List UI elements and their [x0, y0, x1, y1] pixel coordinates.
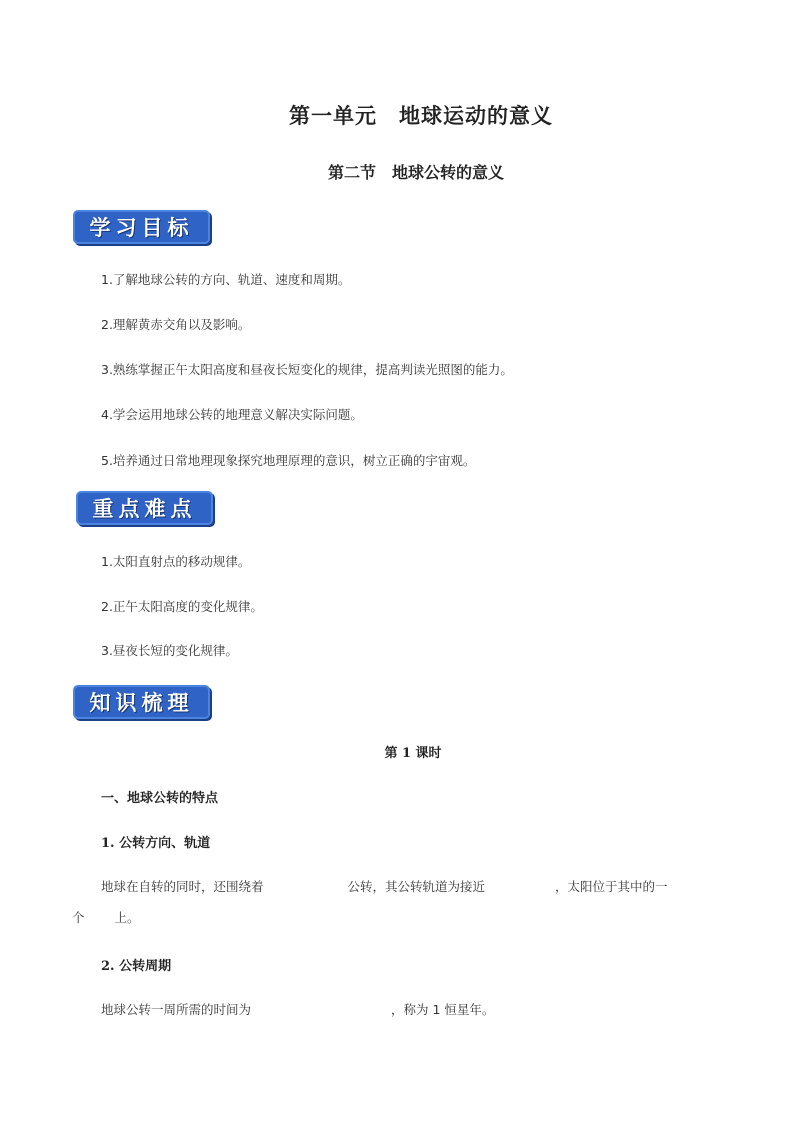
goal-item: 5.培养通过日常地理现象探究地理原理的意识，树立正确的宇宙观。 [101, 453, 476, 468]
key-point-item: 2.正午太阳高度的变化规律。 [101, 599, 263, 614]
paragraph-line [101, 1000, 494, 1018]
lesson-title: 第 1 课时 [384, 746, 442, 761]
goal-item: 3.熟练掌握正午太阳高度和昼夜长短变化的规律，提高判读光照图的能力。 [101, 362, 513, 377]
section-title: 第二节 地球公转的意义 [327, 163, 504, 182]
paragraph-line [72, 908, 140, 926]
goal-item: 4.学会运用地球公转的地理意义解决实际问题。 [101, 407, 363, 422]
text-run: 上。 [114, 910, 140, 925]
key-point-item: 3.昼夜长短的变化规律。 [101, 643, 238, 658]
key-points-badge: 重点难点 [76, 491, 213, 525]
paragraph-line [101, 877, 668, 895]
goal-item: 1.了解地球公转的方向、轨道、速度和周期。 [101, 272, 351, 287]
text-run: ，太阳位于其中的一 [555, 879, 668, 894]
knowledge-review-badge: 知识梳理 [73, 685, 210, 719]
page-title: 第一单元 地球运动的意义 [289, 103, 553, 128]
text-run: 公转，其公转轨道为接近 [347, 879, 486, 894]
learning-goals-badge: 学习目标 [73, 210, 210, 244]
goal-item: 2.理解黄赤交角以及影响。 [101, 317, 251, 332]
section-heading: 一、地球公转的特点 [101, 791, 219, 806]
text-run: 个 [72, 910, 85, 925]
text-run: ，称为 1 恒星年。 [391, 1002, 495, 1017]
text-run: 地球公转一周所需的时间为 [101, 1002, 252, 1017]
subsection-heading: 1. 公转方向、轨道 [101, 836, 211, 851]
text-run: 地球在自转的同时，还围绕着 [101, 879, 264, 894]
key-point-item: 1.太阳直射点的移动规律。 [101, 554, 251, 569]
subsection-heading: 2. 公转周期 [101, 959, 172, 974]
